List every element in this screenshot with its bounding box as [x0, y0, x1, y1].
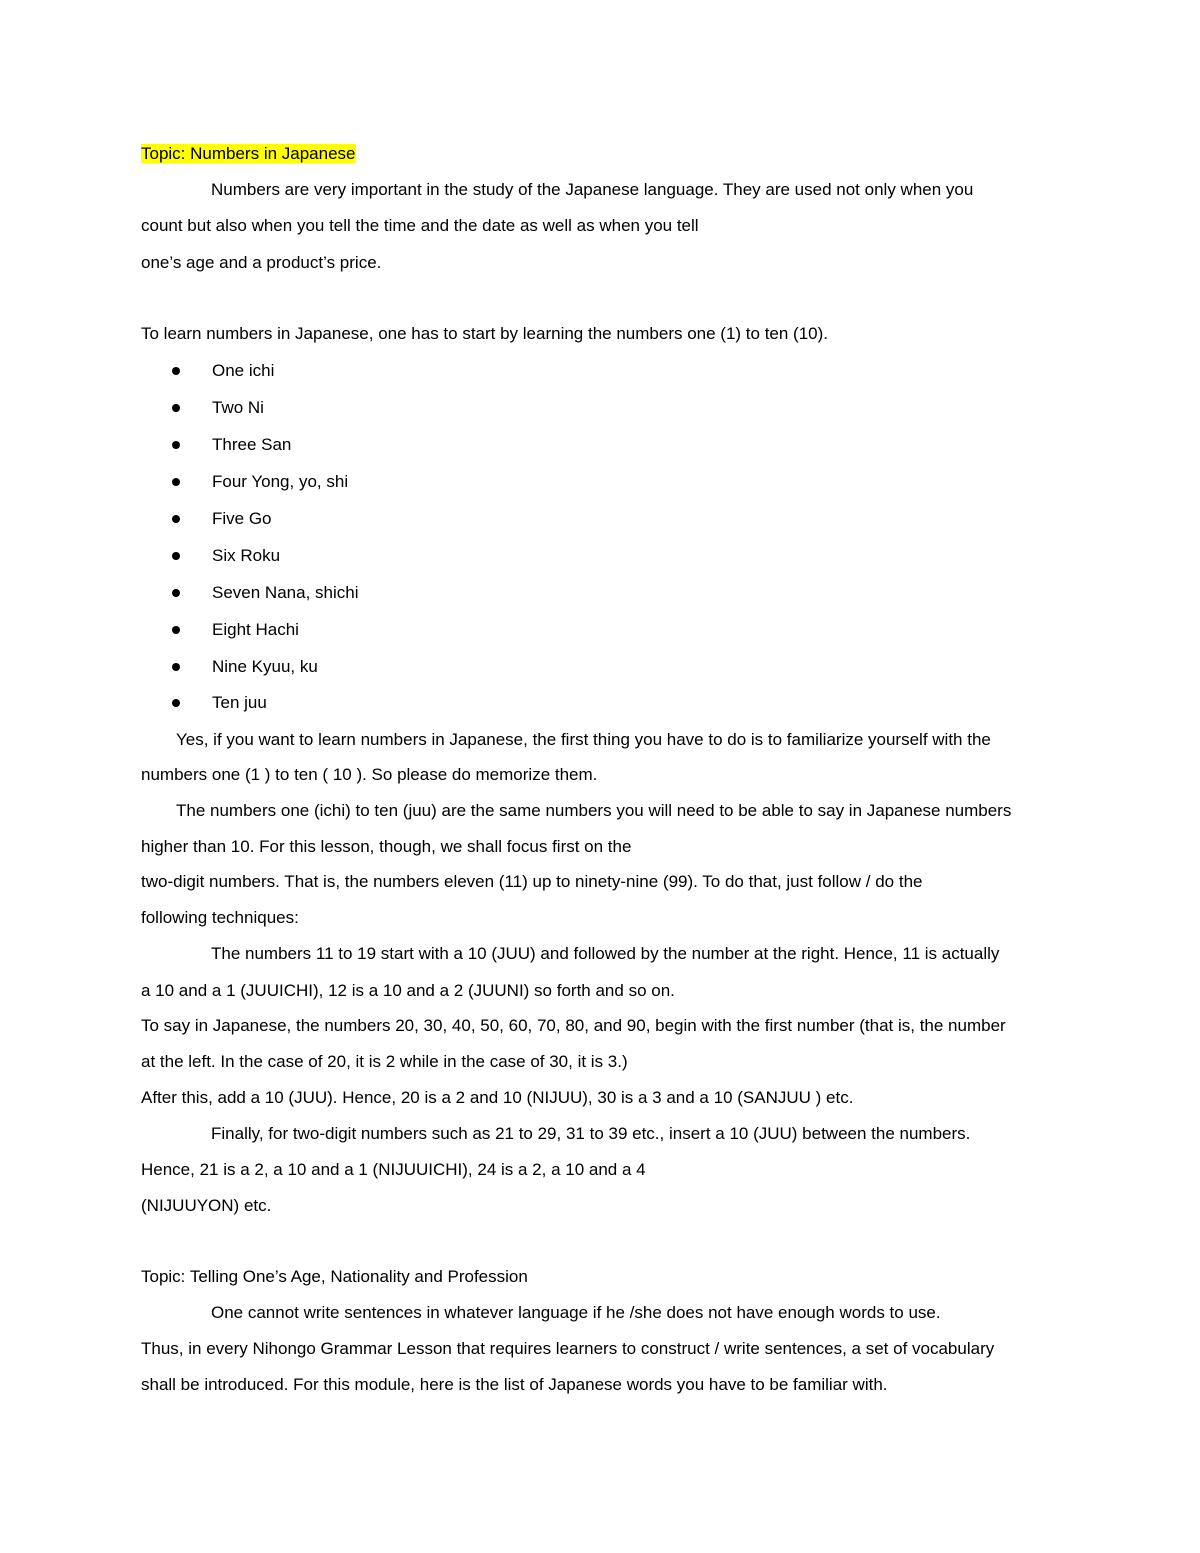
bullet-icon — [172, 441, 180, 449]
topic2-title: Topic: Telling One’s Age, Nationality and Profession — [141, 1267, 528, 1286]
bullet-icon — [172, 626, 180, 634]
topic1-para3-line: following techniques: — [141, 908, 299, 927]
topic1-para3-line: two-digit numbers. That is, the numbers eleven (11) up to ninety-nine (99). To do that, just follow / do the — [141, 872, 923, 891]
bullet-icon — [172, 515, 180, 523]
bullet-icon — [172, 367, 180, 375]
bullet-icon — [172, 699, 180, 707]
bullet-icon — [172, 589, 180, 597]
topic1-para4-line: The numbers 11 to 19 start with a 10 (JUU) and followed by the number at the right. Hence, 11 is actually — [211, 944, 1000, 963]
topic1-para6-line: Hence, 21 is a 2, a 10 and a 1 (NIJUUICHI), 24 is a 2, a 10 and a 4 — [141, 1160, 646, 1179]
topic1-title — [141, 143, 356, 165]
topic1-para5-line: After this, add a 10 (JUU). Hence, 20 is a 2 and 10 (NIJUU), 30 is a 3 and a 10 (SANJUU ) etc. — [141, 1088, 854, 1107]
topic1-para1-line: one’s age and a product’s price. — [141, 253, 382, 272]
topic2-para1-line: shall be introduced. For this module, here is the list of Japanese words you have to be familiar with. — [141, 1375, 888, 1394]
topic1-para3-line: higher than 10. For this lesson, though, we shall focus first on the — [141, 837, 632, 856]
topic1-para2-line: numbers one (1 ) to ten ( 10 ). So please do memorize them. — [141, 765, 598, 784]
bullet-icon — [172, 478, 180, 486]
topic1-para5-line: at the left. In the case of 20, it is 2 while in the case of 30, it is 3.) — [141, 1052, 628, 1071]
topic1-intro: To learn numbers in Japanese, one has to start by learning the numbers one (1) to ten (10). — [141, 324, 829, 343]
topic1-para2-line: Yes, if you want to learn numbers in Japanese, the first thing you have to do is to familiarize yourself with the — [176, 730, 991, 749]
topic1-para4-line: a 10 and a 1 (JUUICHI), 12 is a 10 and a 2 (JUUNI) so forth and so on. — [141, 981, 675, 1000]
bullet-icon — [172, 663, 180, 671]
topic1-para6-line: Finally, for two-digit numbers such as 21 to 29, 31 to 39 etc., insert a 10 (JUU) between the numbers. — [211, 1124, 971, 1143]
topic1-para3-line: The numbers one (ichi) to ten (juu) are the same numbers you will need to be able to say in Japanese numbers — [176, 801, 1012, 820]
topic1-para1-line: Numbers are very important in the study of the Japanese language. They are used not only when you — [211, 180, 974, 199]
topic2-para1-line: Thus, in every Nihongo Grammar Lesson that requires learners to construct / write sentences, a set of vocabulary — [141, 1339, 995, 1358]
bullet-icon — [172, 404, 180, 412]
topic2-para1-line: One cannot write sentences in whatever language if he /she does not have enough words to use. — [211, 1303, 941, 1322]
topic1-para1-line: count but also when you tell the time and the date as well as when you tell — [141, 216, 699, 235]
topic1-title-highlight: Topic: Numbers in Japanese — [141, 144, 356, 163]
document-page: Topic: Numbers in Japanese Numbers are very important in the study of the Japanese language. They are used not only when you count but also when you tell the time and the date as well as when you tell one’s age and a product’s price. To learn numbers in Japanese, one has to start by learning the numbers one (1) to ten (10). One ichi Two Ni Three San Four Yong, yo, shi Five Go Six Roku Seven Nana, shichi Eight Hachi Nine Kyuu, ku Ten juu Yes, if you want to learn numbers in Japanese, the first thing you have to do is to familiarize yourself with the numbers one (1 ) to ten ( 10 ). So please do memorize them. The numbers one (ichi) to ten (juu) are the same numbers you will need to be able to say in Japanese numbers higher than 10. For this lesson, though, we shall focus first on the two-digit numbers. That is, the numbers eleven (11) up to ninety-nine (99). To do that, just follow / do the following techniques: The numbers 11 to 19 start with a 10 (JUU) and followed by the number at the right. Hence, 11 is actually a 10 and a 1 (JUUICHI), 12 is a 10 and a 2 (JUUNI) so forth and so on. To say in Japanese, the numbers 20, 30, 40, 50, 60, 70, 80, and 90, begin with the first number (that is, the number at the left. In the case of 20, it is 2 while in the case of 30, it is 3.) After this, add a 10 (JUU). Hence, 20 is a 2 and 10 (NIJUU), 30 is a 3 and a 10 (SANJUU ) etc. Finally, for two-digit numbers such as 21 to 29, 31 to 39 etc., insert a 10 (JUU) between the numbers. Hence, 21 is a 2, a 10 and a 1 (NIJUUICHI), 24 is a 2, a 10 and a 4 (NIJUUYON) etc. Topic: Telling One’s Age, Nationality and Profession One cannot write sentences in whatever language if he /she does not have enough words to use. Thus, in every Nihongo Grammar Lesson that requires learners to construct / write sentences, a set of vocabulary shall be introduced. For this module, here is the list of Japanese words you have to be familiar with. — [141, 144, 1012, 1394]
topic1-para5-line: To say in Japanese, the numbers 20, 30, 40, 50, 60, 70, 80, and 90, begin with the first number (that is, the number — [141, 1016, 1006, 1035]
topic1-para6-line: (NIJUUYON) etc. — [141, 1196, 272, 1215]
bullet-icon — [172, 552, 180, 560]
